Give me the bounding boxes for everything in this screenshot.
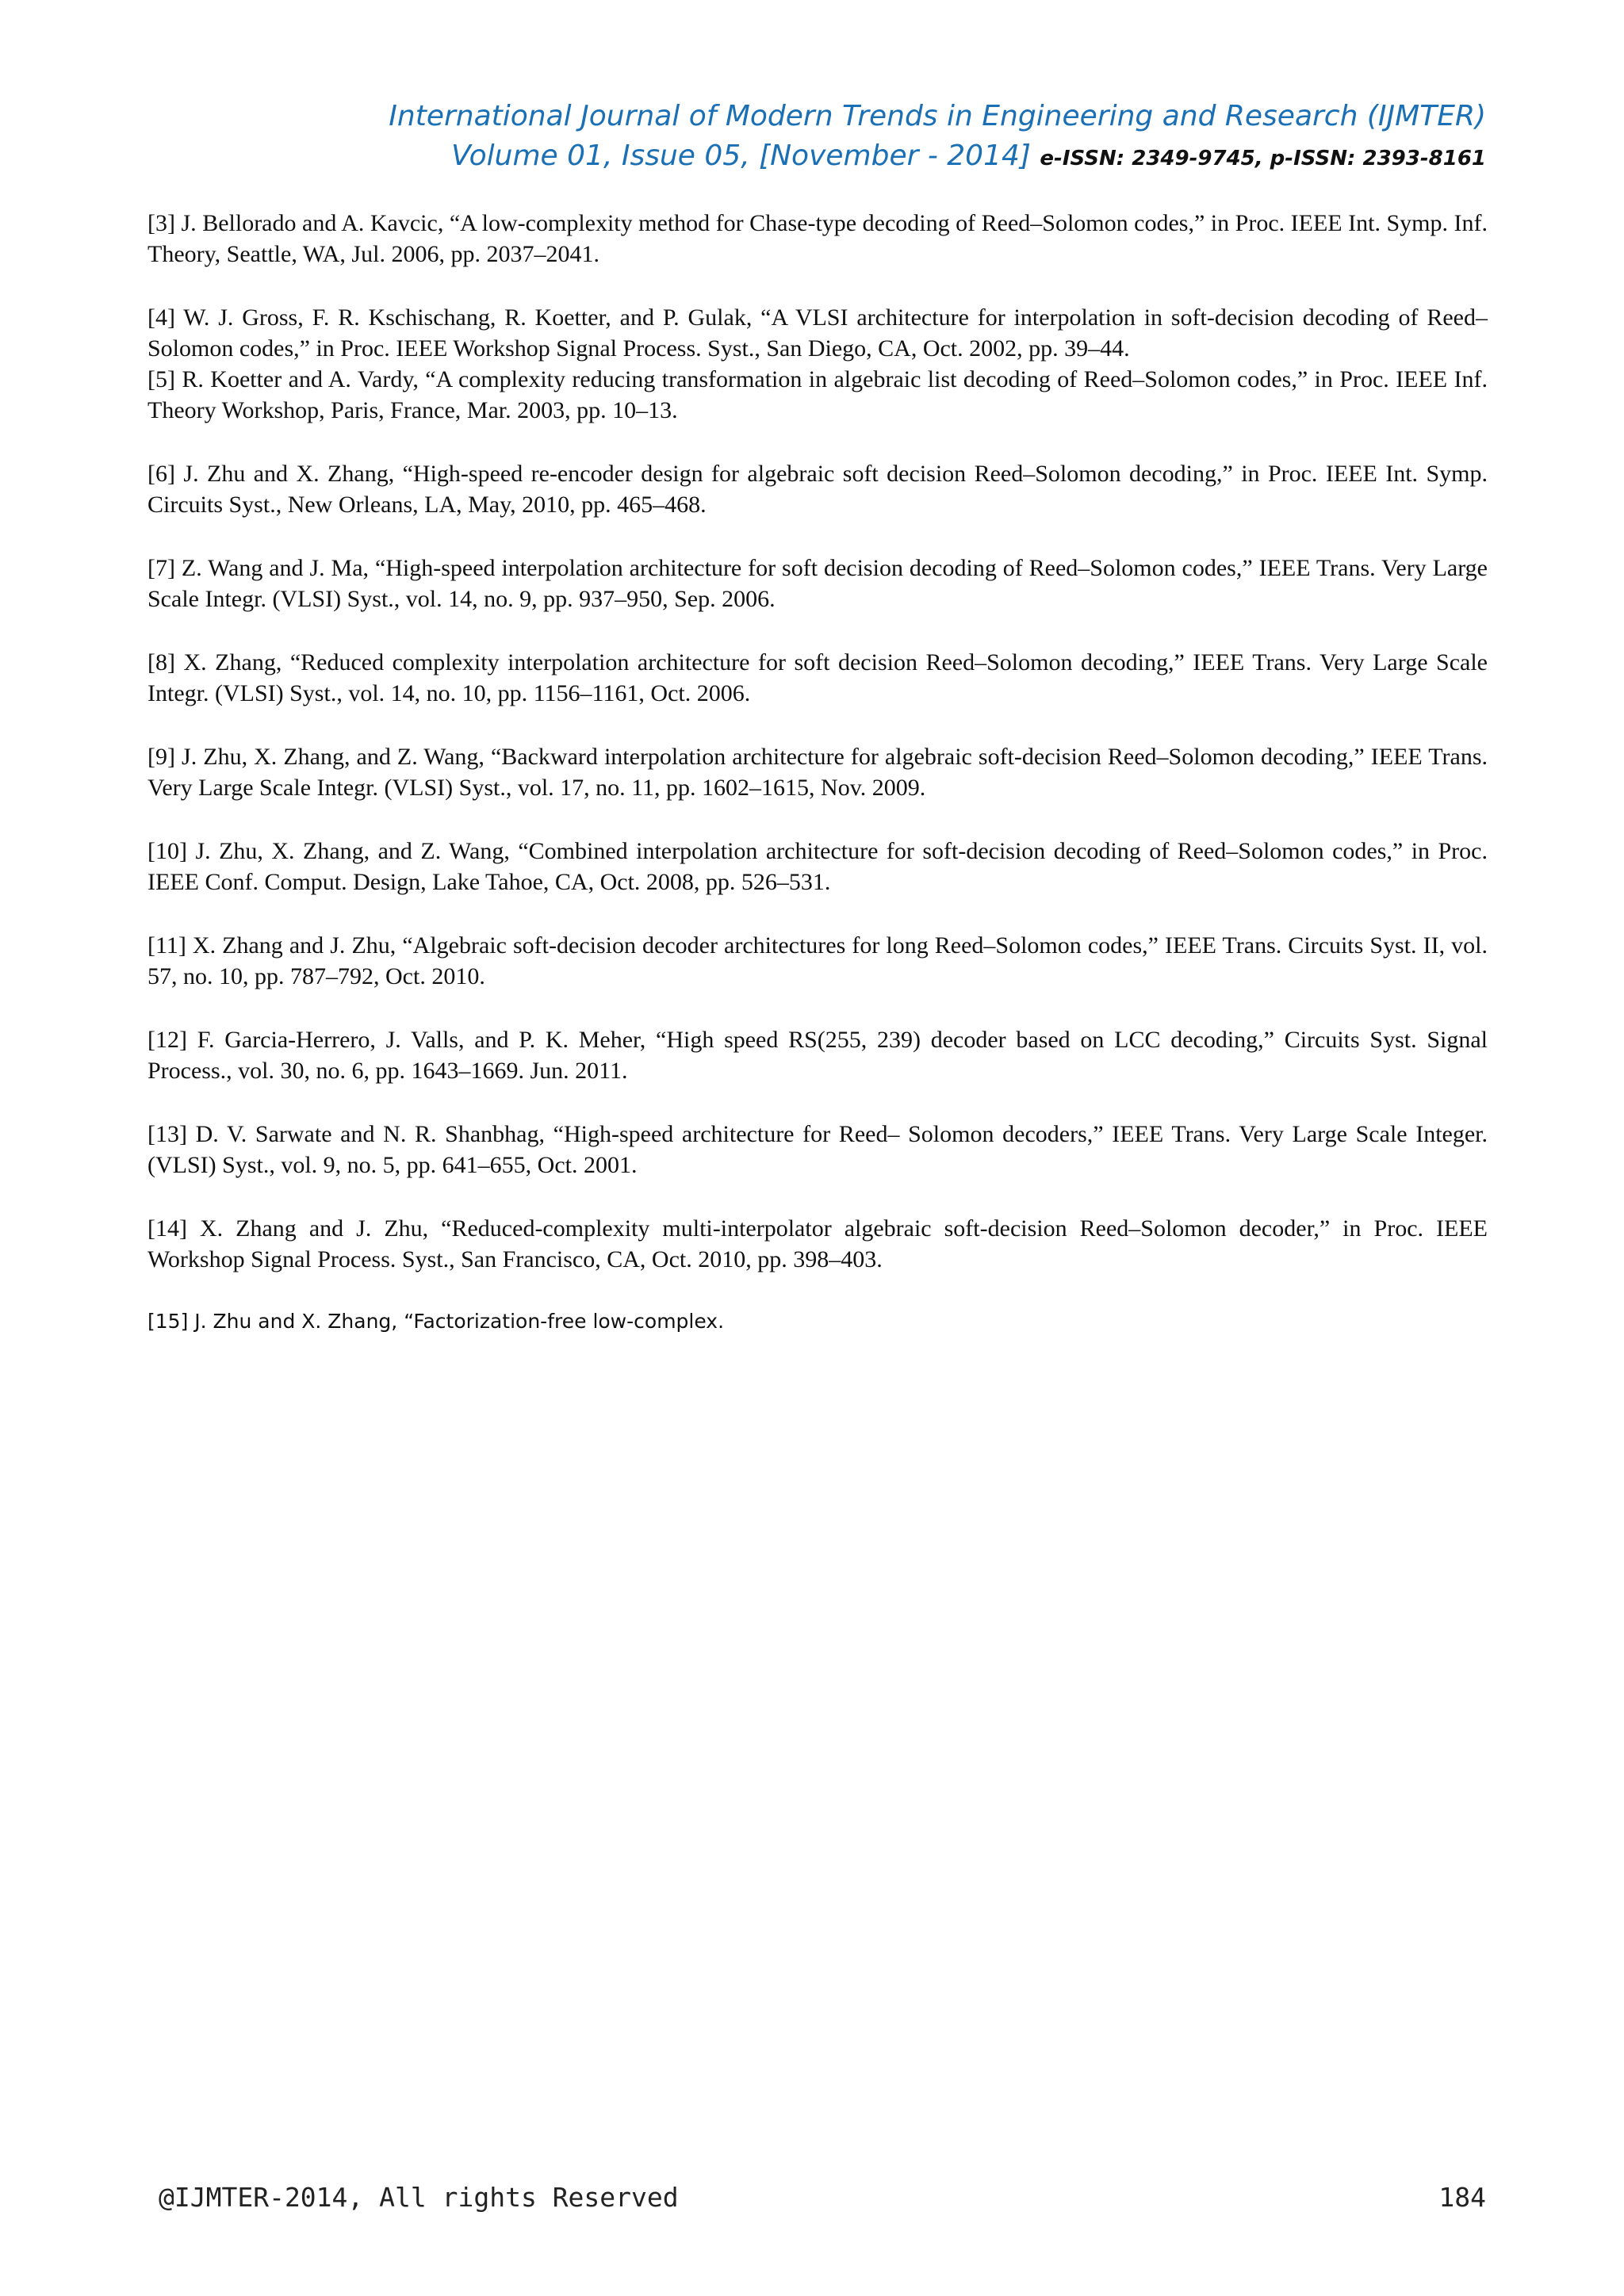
reference-item: [4] W. J. Gross, F. R. Kschischang, R. Koetter, and P. Gulak, “A VLSI architecture for interpolation in soft-decision decoding of Reed–Solomon codes,” in Proc. IEEE Workshop Signal Process. Syst., San Diego, CA, Oct. 2002, pp. 39–44. <box>147 304 1488 362</box>
journal-title: International Journal of Modern Trends in Engineering and Research (IJMTER) <box>389 100 1486 132</box>
reference-list <box>147 208 1488 1336</box>
footer-copyright: @IJMTER-2014, All rights Reserved <box>159 2182 679 2213</box>
reference-item: [11] X. Zhang and J. Zhu, “Algebraic soft-decision decoder architectures for long Reed–Solomon codes,” IEEE Trans. Circuits Syst. II, vol. 57, no. 10, pp. 787–792, Oct. 2010. <box>147 932 1488 989</box>
reference-item: [6] J. Zhu and X. Zhang, “High-speed re-encoder design for algebraic soft decision Reed–Solomon decoding,” in Proc. IEEE Int. Symp. Circuits Syst., New Orleans, LA, May, 2010, pp. 465–468. <box>147 461 1488 518</box>
reference-item: [9] J. Zhu, X. Zhang, and Z. Wang, “Backward interpolation architecture for algebraic soft-decision Reed–Solomon decoding,” IEEE Trans. Very Large Scale Integr. (VLSI) Syst., vol. 17, no. 11, pp. 1602–1615, Nov. 2009. <box>147 744 1488 801</box>
reference-item: [13] D. V. Sarwate and N. R. Shanbhag, “High-speed architecture for Reed– Solomon decoders,” IEEE Trans. Very Large Scale Integer. (VLSI) Syst., vol. 9, no. 5, pp. 641–655, Oct. 2001. <box>147 1121 1488 1178</box>
journal-volume: Volume 01, Issue 05, [November - 2014] <box>451 140 1031 172</box>
journal-header <box>138 97 1486 178</box>
reference-item: [14] X. Zhang and J. Zhu, “Reduced-complexity multi-interpolator algebraic soft-decision Reed–Solomon decoder,” in Proc. IEEE Workshop Signal Process. Syst., San Francisco, CA, Oct. 2010, pp. 398–403. <box>147 1215 1488 1272</box>
journal-issn: e-ISSN: 2349-9745, p-ISSN: 2393-8161 <box>1040 147 1486 170</box>
reference-item: [12] F. Garcia-Herrero, J. Valls, and P. K. Meher, “High speed RS(255, 239) decoder based on LCC decoding,” Circuits Syst. Signal Process., vol. 30, no. 6, pp. 1643–1669. Jun. 2011. <box>147 1027 1488 1084</box>
journal-volume-line <box>138 136 1486 178</box>
reference-item: [8] X. Zhang, “Reduced complexity interpolation architecture for soft decision Reed–Solomon decoding,” IEEE Trans. Very Large Scale Integr. (VLSI) Syst., vol. 14, no. 10, pp. 1156–1161, Oct. 2006. <box>147 649 1488 706</box>
reference-item: [5] R. Koetter and A. Vardy, “A complexity reducing transformation in algebraic list decoding of Reed–Solomon codes,” in Proc. IEEE Inf. Theory Workshop, Paris, France, Mar. 2003, pp. 10–13. <box>147 366 1488 423</box>
reference-item: [7] Z. Wang and J. Ma, “High-speed interpolation architecture for soft decision decoding of Reed–Solomon codes,” IEEE Trans. Very Large Scale Integr. (VLSI) Syst., vol. 14, no. 9, pp. 937–950, Sep. 2006. <box>147 555 1488 612</box>
reference-item: [10] J. Zhu, X. Zhang, and Z. Wang, “Combined interpolation architecture for soft-decision decoding of Reed–Solomon codes,” in Proc. IEEE Conf. Comput. Design, Lake Tahoe, CA, Oct. 2008, pp. 526–531. <box>147 838 1488 895</box>
reference-item: [3] J. Bellorado and A. Kavcic, “A low-complexity method for Chase-type decoding of Reed–Solomon codes,” in Proc. IEEE Int. Symp. Inf. Theory, Seattle, WA, Jul. 2006, pp. 2037–2041. <box>147 210 1488 267</box>
page-number: 184 <box>1438 2182 1486 2213</box>
reference-item: [15] J. Zhu and X. Zhang, “Factorization-free low-complex. <box>147 1310 725 1333</box>
